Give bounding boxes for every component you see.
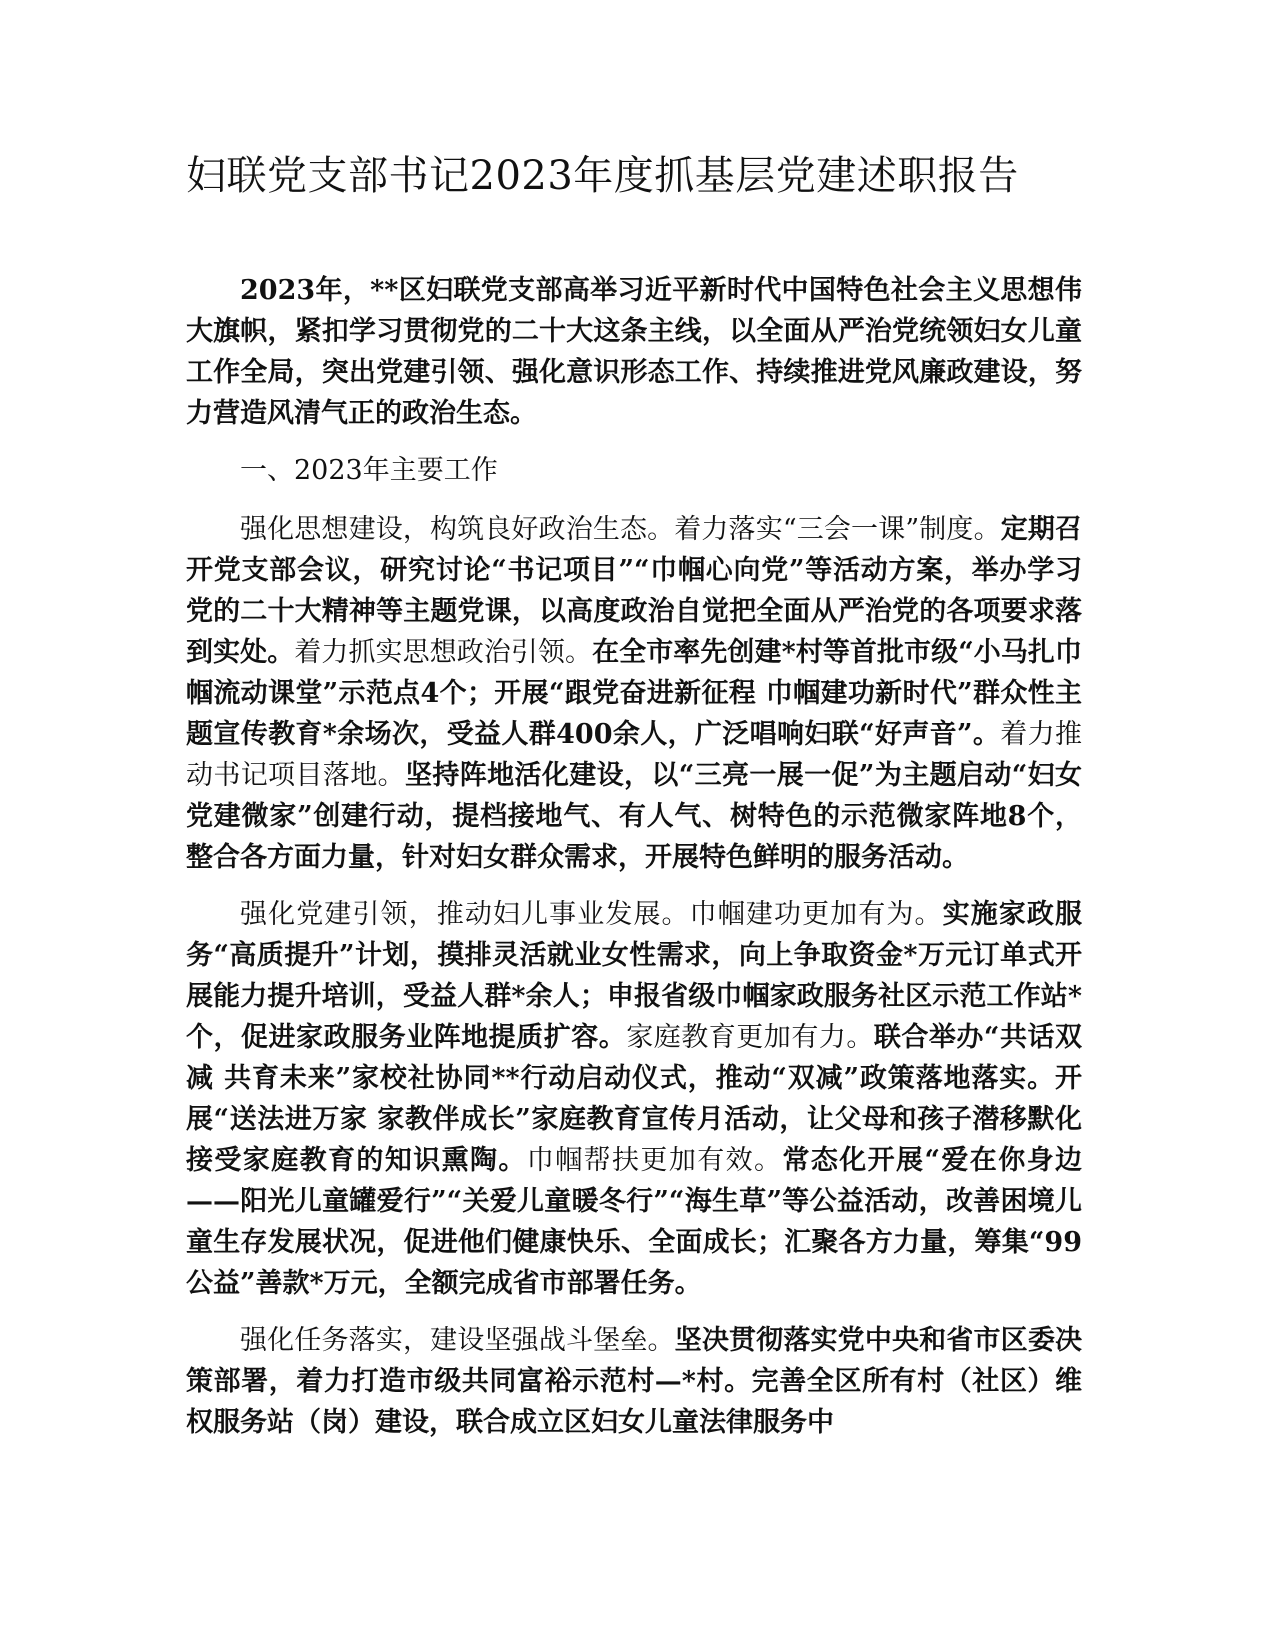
paragraph-task-implementation <box>186 1320 1082 1443</box>
paragraph-3-lead: 强化任务落实，建设坚强战斗堡垒。 <box>240 1325 675 1356</box>
document-title: 妇联党支部书记2023年度抓基层党建述职报告 <box>186 153 1019 199</box>
paragraph-party-leadership <box>186 894 1082 1304</box>
paragraph-2-subhead-a: 家庭教育更加有力。 <box>626 1022 874 1053</box>
paragraph-2-text-b: 联合举办“共话双减 共育未来”家校社协同**行动启动仪式，推动“双减”政策落地落实。开展“送法进万家 家教伴成长”家庭教育宣传月活动，让父母和孩子潜移默化接受家庭教育的知识熏陶。 <box>186 1022 1083 1176</box>
intro-paragraph: 2023年，**区妇联党支部高举习近平新时代中国特色社会主义思想伟大旗帜，紧扣学习贯彻党的二十大这条主线，以全面从严治党统领妇女儿童工作全局，突出党建引领、强化意识形态工作、持续推进党风廉政建设，努力营造风清气正的政治生态。 <box>186 275 1082 429</box>
paragraph-3-text-a: 坚决贯彻落实党中央和省市区委决策部署，着力打造市级共同富裕示范村—*村。完善全区所有村（社区）维权服务站（岗）建设，联合成立区妇女儿童法律服务中 <box>186 1325 1083 1438</box>
section-heading: 一、2023年主要工作 <box>240 455 498 486</box>
paragraph-1-text-a: 定期召开党支部会议，研究讨论“书记项目”“巾帼心向党”等活动方案，举办学习党的二十大精神等主题党课，以高度政治自觉把全面从严治党的各项要求落到实处。 <box>186 514 1083 668</box>
paragraph-1-text-b: 在全市率先创建*村等首批市级“小马扎巾帼流动课堂”示范点4个；开展“跟党奋进新征程 巾帼建功新时代”群众性主题宣传教育*余场次，受益人群400余人，广泛唱响妇联“好声音”。 <box>186 637 1083 750</box>
paragraph-2-lead: 强化党建引领，推动妇儿事业发展。巾帼建功更加有为。 <box>240 899 943 930</box>
paragraph-2-subhead-b: 巾帼帮扶更加有效。 <box>526 1145 783 1176</box>
paragraph-1-subhead-a: 着力抓实思想政治引领。 <box>294 637 593 668</box>
paragraph-1-lead: 强化思想建设，构筑良好政治生态。着力落实“三会一课”制度。 <box>240 514 1001 545</box>
paragraph-ideological-building <box>186 509 1082 878</box>
paragraph-2-text-a: 实施家政服务“高质提升”计划，摸排灵活就业女性需求，向上争取资金*万元订单式开展能力提升培训，受益人群*余人；申报省级巾帼家政服务社区示范工作站*个，促进家政服务业阵地提质扩容。 <box>186 899 1083 1053</box>
paragraph-2-text-c: 常态化开展“爱在你身边——阳光儿童罐爱行”“关爱儿童暖冬行”“海生草”等公益活动，改善困境儿童生存发展状况，促进他们健康快乐、全面成长；汇聚各方力量，筹集“99公益”善款*万元，全额完成省市部署任务。 <box>186 1145 1083 1299</box>
paragraph-1-text-c: 坚持阵地活化建设，以“三亮一展一促”为主题启动“妇女党建微家”创建行动，提档接地气、有人气、树特色的示范微家阵地8个，整合各方面力量，针对妇女群众需求，开展特色鲜明的服务活动。 <box>186 760 1083 873</box>
document-body <box>186 270 1082 1459</box>
paragraph-1-subhead-b: 着力推动书记项目落地。 <box>186 719 1082 791</box>
